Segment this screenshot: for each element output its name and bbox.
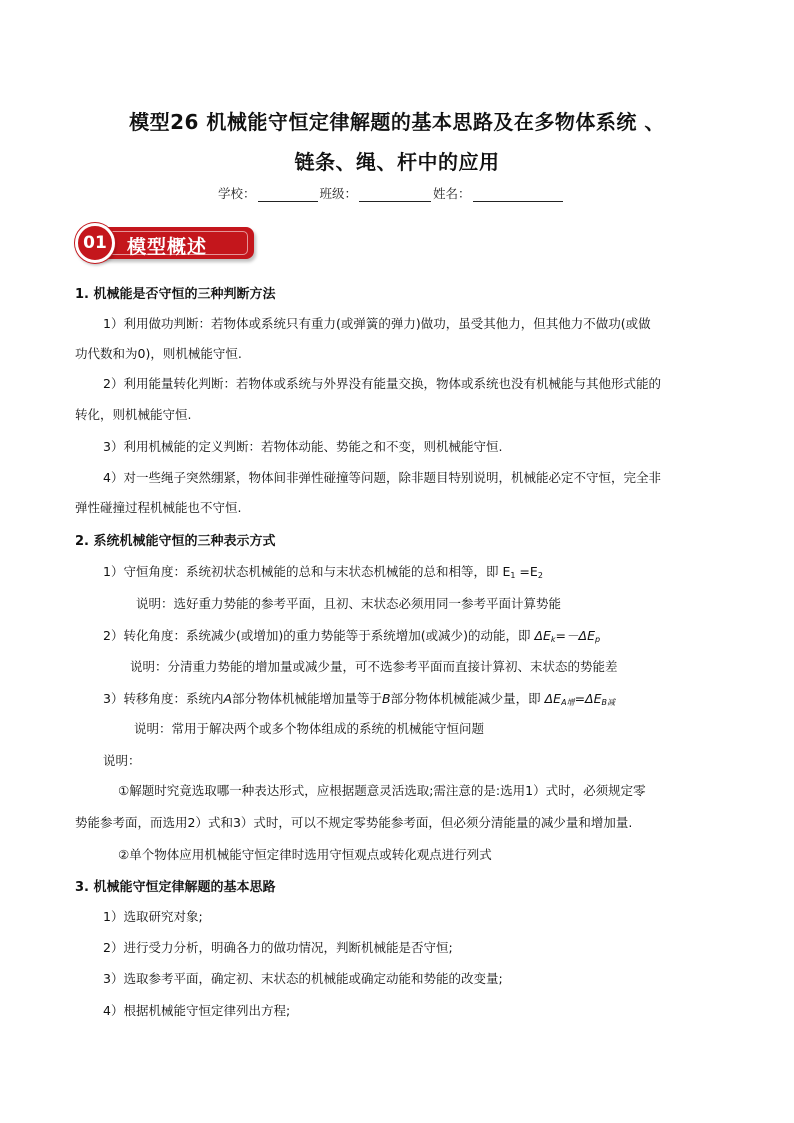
s3-step-3: 3）选取参考平面，确定初、末状态的机械能或确定动能和势能的改变量; [103,971,503,986]
formula-delta-eb: =ΔE [574,691,602,706]
s2-note-label: 说明： [103,753,141,768]
student-info-line [218,184,565,202]
school-label: 学校： [218,186,256,201]
s1-item-1-line-1: 1）利用做功判断：若物体或系统只有重力(或弹簧的弹力)做功，虽受其他力，但其他力不做功(或做 [103,316,651,331]
formula-delta-ea: ΔE [544,691,562,706]
formula-delta-ek: ΔE [534,628,551,643]
badge-number: 01 [75,223,115,263]
formula-eq: =E [515,564,538,579]
s2-item-1-note: 说明：选好重力势能的参考平面，且初、末状态必须用同一参考平面计算势能 [136,596,562,611]
s1-item-2-line-1: 2）利用能量转化判断：若物体或系统与外界没有能量交换，物体或系统也没有机械能与其他形式能的 [103,376,661,391]
name-blank [473,189,563,202]
s2-note-1-line-1: ①解题时究竟选取哪一种表达形式，应根据题意灵活选取;需注意的是:选用1）式时，必须规定零 [118,783,646,798]
s3-step-1: 1）选取研究对象; [103,909,203,924]
section-1-heading: 1. 机械能是否守恒的三种判断方法 [75,287,276,302]
formula-e1-sub: 1 [510,571,516,580]
formula-e1: E [502,564,511,579]
section-2-heading: 2. 系统机械能守恒的三种表示方式 [75,534,276,549]
s2-item-3-formula [545,691,615,706]
school-blank [258,189,318,202]
formula-k-sub: k [550,635,556,644]
s2-item-3-text-b: 部分物体机械能增加量等于 [232,691,383,706]
class-label: 班级： [319,186,358,201]
s2-item-3-text-a: 3）转移角度：系统内 [103,691,224,706]
s3-step-4: 4）根据机械能守恒定律列出方程; [103,1003,291,1018]
part-a-symbol: A [223,691,233,706]
badge-label: 模型概述 [127,236,208,258]
page-title: 模型26 机械能守恒定律解题的基本思路及在多物体系统 、 [129,110,665,134]
s2-item-2-text: 2）转化角度：系统减少(或增加)的重力势能等于系统增加(或减少)的动能，即 [103,628,531,643]
s1-item-1-line-2: 功代数和为0)，则机械能守恒. [75,346,242,361]
section-3-heading: 3. 机械能守恒定律解题的基本思路 [75,880,276,895]
part-b-symbol: B [382,691,391,706]
formula-delta-ep: =－ΔE [555,628,595,643]
s1-item-4-line-2: 弹性碰撞过程机械能也不守恒. [75,500,242,515]
s1-item-3: 3）利用机械能的定义判断：若物体动能、势能之和不变，则机械能守恒. [103,439,503,454]
badge-tab [97,227,254,259]
name-label: 姓名： [433,186,471,201]
formula-e2-sub: 2 [537,571,543,580]
s2-item-3-note: 说明：常用于解决两个或多个物体组成的系统的机械能守恒问题 [134,721,485,736]
s1-item-2-line-2: 转化，则机械能守恒. [75,407,192,422]
s2-item-2-note: 说明：分清重力势能的增加量或减少量，可不选参考平面而直接计算初、末状态的势能差 [130,659,618,674]
formula-b-sub: B减 [601,698,615,707]
page-subtitle: 链条、绳、杆中的应用 [294,150,500,174]
s2-item-3 [103,689,615,708]
s2-item-2 [103,626,600,644]
class-blank [359,189,431,202]
s2-item-2-formula [534,628,600,643]
formula-a-sub: A增 [561,698,575,707]
s2-item-1-text: 1）守恒角度：系统初状态机械能的总和与末状态机械能的总和相等，即 [103,564,499,579]
s2-item-3-text-c: 部分物体机械能减少量，即 [390,691,541,706]
s2-note-2: ②单个物体应用机械能守恒定律时选用守恒观点或转化观点进行列式 [118,847,492,862]
s1-item-4-line-1: 4）对一些绳子突然绷紧，物体间非弹性碰撞等问题，除非题目特别说明，机械能必定不守恒，完全非 [103,470,661,485]
s2-item-1-formula [502,564,542,579]
s3-step-2: 2）进行受力分析，明确各力的做功情况，判断机械能是否守恒; [103,940,453,955]
s2-item-1 [103,562,543,580]
s2-note-1-line-2: 势能参考面，而选用2）式和3）式时，可以不规定零势能参考面，但必须分清能量的减少量和增加量. [75,815,633,830]
formula-p-sub: p [594,635,601,644]
section-badge [75,223,260,265]
